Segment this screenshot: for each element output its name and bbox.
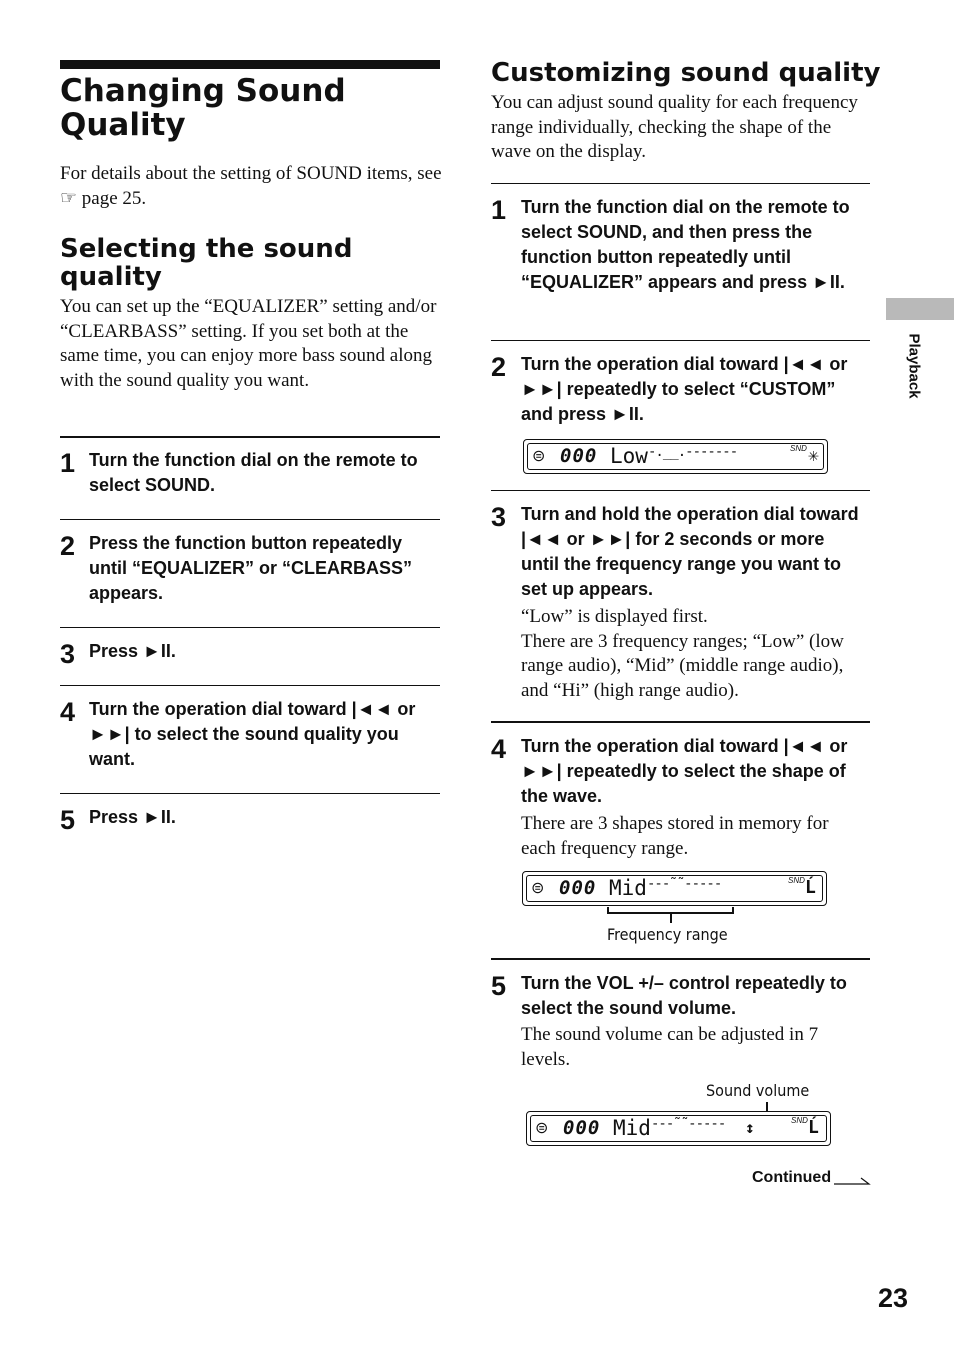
left-step-1 — [60, 448, 440, 508]
step-body: “Low” is displayed first. There are 3 frequency ranges; “Low” (low range audio), “Mid” (middle range audio), and “Hi” (high range audio). — [521, 606, 844, 701]
sound-level-icon: ✳ — [808, 445, 819, 466]
intro-text: For details about the setting of SOUND items, see ☞ page 25. — [60, 163, 442, 209]
step-text: Turn the operation dial toward |◄◄ or ►►| repeatedly to select “CUSTOM” and press ►II. — [521, 354, 848, 424]
section-body-customizing: You can adjust sound quality for each frequency range individually, checking the shape of the wave on the display. — [491, 92, 858, 162]
frequency-range-caption: Frequency range — [607, 925, 728, 944]
section-title-selecting: Selecting the sound quality — [60, 234, 353, 292]
sound-level-icon: Ĺ — [808, 1117, 819, 1138]
lcd-display-mid — [522, 871, 827, 906]
continued-label: Continued — [752, 1169, 832, 1186]
lcd-display-low — [523, 439, 828, 474]
disc-icon: ⊜ — [532, 448, 546, 465]
title-rule — [60, 60, 440, 69]
side-tab-bar — [886, 298, 954, 320]
step-text: Press ►II. — [89, 641, 176, 661]
step-text: Press the function button repeatedly until “EQUALIZER” or “CLEARBASS” appears. — [89, 533, 412, 603]
step-number: 2 — [491, 352, 507, 382]
lcd-snd-label: SND — [790, 444, 807, 453]
right-step-5 — [491, 971, 870, 1081]
side-tab-label: Playback — [905, 333, 923, 399]
left-step-5 — [60, 805, 440, 840]
step-number: 3 — [491, 502, 507, 532]
step-number: 2 — [60, 531, 76, 561]
step-text: Press ►II. — [89, 807, 176, 827]
step-text: Turn the function dial on the remote to select SOUND. — [89, 450, 418, 495]
step-number: 4 — [60, 697, 76, 727]
lcd-range-word: Mid — [613, 1116, 651, 1140]
sound-level-icon: Ĺ — [805, 877, 816, 898]
continued-arrow-icon — [833, 1175, 871, 1187]
frequency-range-bracket — [605, 905, 737, 925]
lcd-wave: ---˜˜----- — [651, 1116, 726, 1132]
step-divider — [60, 436, 440, 438]
step-divider — [491, 340, 870, 341]
lcd-wave: ---˜˜----- — [647, 876, 722, 892]
lcd-snd-label: SND — [791, 1116, 808, 1125]
step-number: 1 — [60, 448, 76, 478]
lcd-counter: 000 — [563, 1117, 601, 1139]
step-divider — [491, 721, 870, 723]
page-title: Changing Sound Quality — [60, 73, 346, 143]
step-divider — [60, 519, 440, 520]
right-step-2 — [491, 352, 870, 432]
step-number: 3 — [60, 639, 76, 669]
step-divider — [491, 958, 870, 960]
lcd-counter: 000 — [559, 877, 597, 899]
lcd-snd-label: SND — [788, 876, 805, 885]
section-body-selecting: You can set up the “EQUALIZER” setting and/or “CLEARBASS” setting. If you set both at the same time, you can enjoy more bass sound along with the sound quality you want. — [60, 296, 437, 391]
lcd-display-volume — [526, 1111, 831, 1146]
left-step-3 — [60, 639, 440, 674]
step-body: There are 3 shapes stored in memory for each frequency range. — [521, 813, 829, 859]
step-text: Turn and hold the operation dial toward |◄◄ or ►►| for 2 seconds or more until the frequency range you want to set up appears. — [521, 504, 859, 599]
right-step-4 — [491, 734, 870, 864]
left-step-4 — [60, 697, 440, 777]
disc-icon: ⊜ — [531, 880, 545, 897]
page-number: 23 — [878, 1283, 909, 1313]
section-title-customizing: Customizing sound quality — [491, 58, 881, 88]
step-divider — [60, 685, 440, 686]
step-number: 4 — [491, 734, 507, 764]
step-text: Turn the operation dial toward |◄◄ or ►►| repeatedly to select the shape of the wave. — [521, 736, 848, 806]
volume-arrows-icon: ↕ — [745, 1118, 755, 1137]
step-divider — [60, 793, 440, 794]
step-text: Turn the VOL +/– control repeatedly to select the sound volume. — [521, 973, 847, 1018]
step-text: Turn the function dial on the remote to select SOUND, and then press the function button repeatedly until “EQUALIZER” appears and press ►II. — [521, 197, 850, 292]
lcd-counter: 000 — [560, 445, 598, 467]
step-divider — [60, 627, 440, 628]
disc-icon: ⊜ — [535, 1120, 549, 1137]
step-body: The sound volume can be adjusted in 7 levels. — [521, 1024, 819, 1070]
step-number: 5 — [60, 805, 76, 835]
sound-volume-caption: Sound volume — [706, 1081, 810, 1100]
lcd-range-word: Low — [610, 444, 648, 468]
step-number: 5 — [491, 971, 507, 1001]
lcd-wave: -.__.------- — [648, 444, 738, 460]
right-step-1 — [491, 195, 870, 320]
step-text: Turn the operation dial toward |◄◄ or ►►| to select the sound quality you want. — [89, 699, 416, 769]
lcd-range-word: Mid — [609, 876, 647, 900]
right-step-3 — [491, 502, 870, 707]
step-divider — [491, 183, 870, 184]
left-step-2 — [60, 531, 440, 611]
step-divider — [491, 490, 870, 491]
step-number: 1 — [491, 195, 507, 225]
